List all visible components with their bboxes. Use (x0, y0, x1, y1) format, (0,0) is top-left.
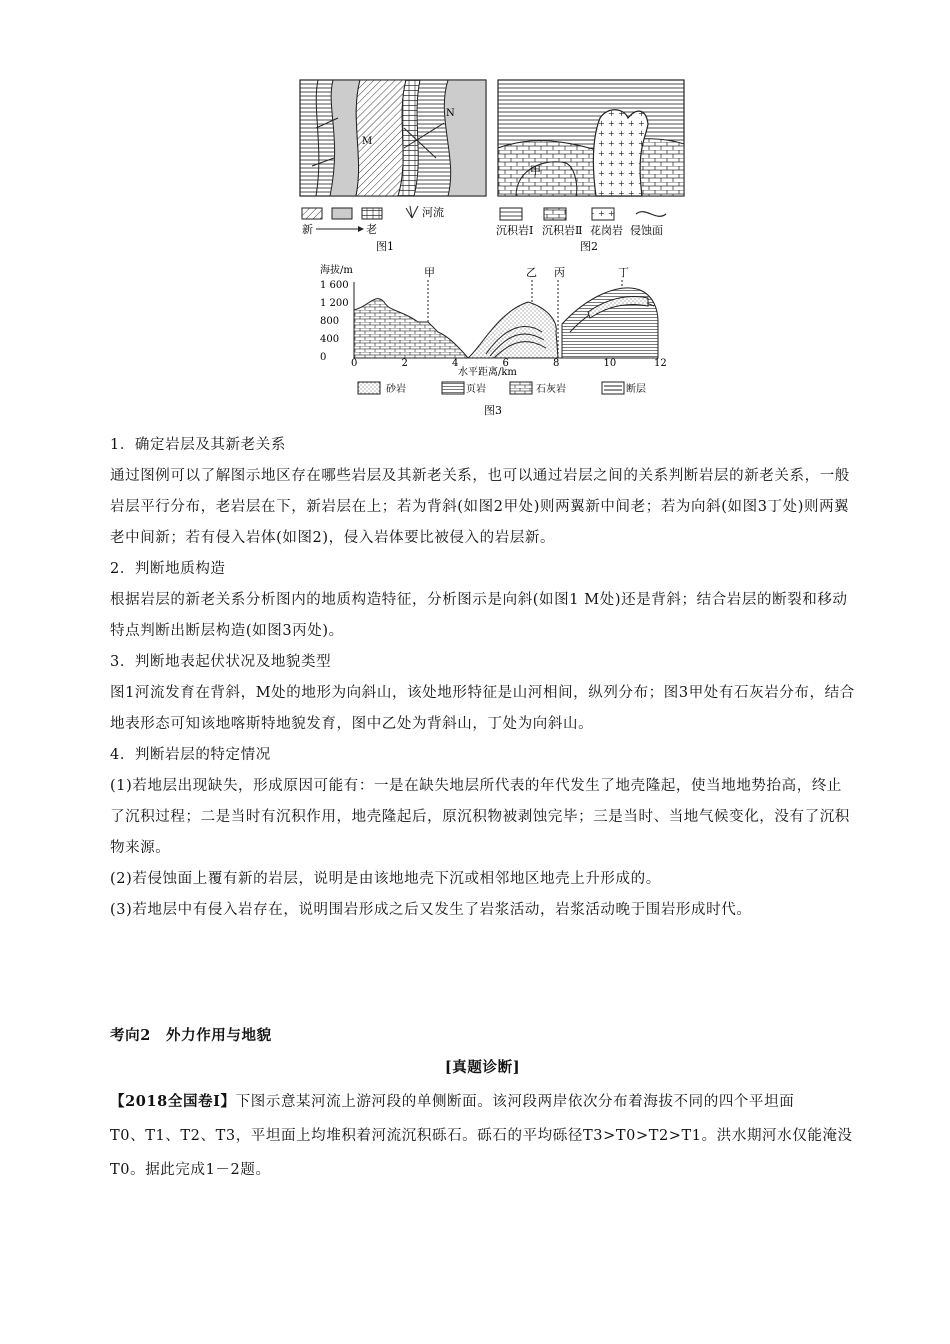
section1-heading-4: 4．判断岩层的特定情况 (110, 747, 271, 763)
question-text-3: 。洪水期河水仅能淹没 (701, 1128, 853, 1144)
fig3-xtick: 4 (452, 358, 459, 369)
section1-heading-3: 3．判断地表起伏状况及地貌类型 (110, 654, 332, 670)
question-surfaces: T0、T1、T2、T3 (110, 1128, 236, 1144)
fig3-xtick: 8 (553, 358, 560, 369)
section1-heading-2: 2．判断地质构造 (110, 561, 226, 577)
fig2-caption: 图2 (580, 240, 598, 253)
question-text-1: 下图示意某河流上游河段的单侧断面。该河段两岸依次分布着海拔不同的四个平坦面 (235, 1094, 795, 1110)
fig2-legend-2: 花岗岩 (590, 224, 623, 237)
fig3-ytick: 1 600 (320, 280, 349, 291)
fig3-caption: 图3 (484, 404, 502, 417)
legend-old: 老 (366, 223, 377, 236)
fig3-ytick: 1 200 (320, 298, 349, 309)
fig3-xtick: 6 (502, 358, 509, 369)
fig3-xtick: 2 (401, 358, 408, 369)
fig3-legend-1: 页岩 (466, 384, 486, 395)
figure-1 (298, 78, 488, 258)
fig3-xlabel: 水平距离/km (458, 367, 517, 378)
fig3-ylabel: 海拔/m (320, 265, 353, 276)
question-text-4: 。据此完成1－2题。 (130, 1162, 271, 1178)
section1-para-2: 根据岩层的新老关系分析图内的地质构造特征，分析图示是向斜(如图1 M处)还是背斜；结合岩层的断裂和移动特点判断出断层构造(如图3丙处)。 (110, 592, 848, 639)
section1-para-4c: (3)若地层中有侵入岩存在，说明围岩形成之后又发生了岩浆活动，岩浆活动晚于围岩形成时代。 (110, 902, 752, 918)
point-bing: 丙 (554, 266, 565, 279)
question-gravel-order: T3>T0>T2>T1 (583, 1128, 702, 1144)
fig2-legend-0: 沉积岩Ⅰ (496, 224, 534, 237)
section2-subtitle: [真题诊断] (444, 1059, 521, 1076)
section1-para-1: 通过图例可以了解图示地区存在哪些岩层及其新老关系，也可以通过岩层之间的关系判断岩层的新老关系，一般岩层平行分布，老岩层在下，新岩层在上；若为背斜(如图2甲处)则两翼新中间老；若为向斜(如图3丁处)则两翼老中间新；若有侵入岩体(如图2)，侵入岩体要比被侵入的岩层新。 (110, 468, 850, 546)
fig2-legend-3: 侵蚀面 (630, 224, 663, 237)
fig3-xtick: 0 (351, 358, 358, 369)
fig3-xtick: 12 (654, 358, 667, 369)
fig1-caption: 图1 (376, 240, 394, 253)
fig3-xtick: 10 (603, 358, 617, 369)
question-intro (110, 1085, 855, 1187)
fig3-ytick: 400 (320, 334, 340, 345)
fig1-label-m: M (362, 136, 373, 147)
figure-2 (496, 78, 686, 258)
legend-river: 河流 (422, 206, 444, 219)
fig2-legend-1: 沉积岩Ⅱ (542, 224, 583, 237)
fig3-legend-0: 砂岩 (386, 384, 406, 395)
fig3-legend-3: 断层 (626, 384, 646, 395)
point-yi: 乙 (526, 266, 537, 279)
section2-title: 考向2 外力作用与地貌 (110, 1027, 272, 1044)
question-source: 【2018全国卷Ⅰ】 (110, 1093, 236, 1110)
section1-para-4b: (2)若侵蚀面上覆有新的岩层，说明是由该地地壳下沉或相邻地区地壳上升形成的。 (110, 871, 661, 887)
figure-3 (318, 262, 678, 420)
fig3-legend-2: 石灰岩 (536, 384, 566, 395)
question-text-2: ，平坦面上均堆积着河流沉积砾石。砾石的平均砾径 (235, 1128, 583, 1144)
fig2-label-jia: 甲 (530, 164, 541, 177)
fig3-yticks (320, 280, 349, 363)
section1-para-3: 图1河流发育在背斜，M处的地形为向斜山，该处地形特征是山河相间，纵列分布；图3甲处有石灰岩分布，结合地表形态可知该地喀斯特地貌发育，图中乙处为背斜山，丁处为向斜山。 (110, 685, 855, 732)
section1-heading-1: 1．确定岩层及其新老关系 (110, 437, 286, 453)
fig3-ytick: 0 (320, 352, 327, 363)
fig1-label-n: N (446, 108, 455, 119)
legend-new: 新 (302, 223, 313, 236)
question-flood: T0 (110, 1162, 131, 1178)
fig3-ytick: 800 (320, 316, 340, 327)
point-jia: 甲 (424, 266, 435, 279)
point-ding: 丁 (618, 266, 629, 279)
section1-para-4a: (1)若地层出现缺失，形成原因可能有：一是在缺失地层所代表的年代发生了地壳隆起，使当地地势抬高，终止了沉积过程；二是当时有沉积作用，地壳隆起后，原沉积物被剥蚀完毕；三是当时、当地气候变化，没有了沉积物来源。 (110, 778, 850, 856)
river-icon (406, 206, 418, 218)
